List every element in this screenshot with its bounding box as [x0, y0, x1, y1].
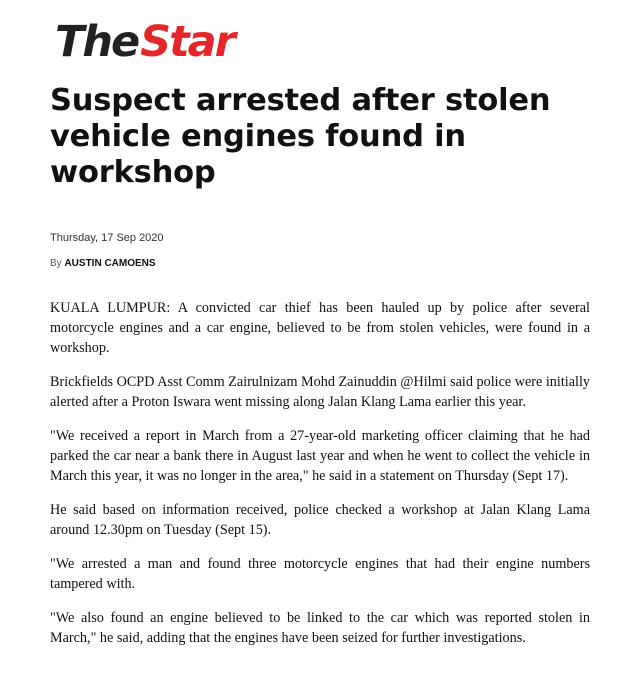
article-paragraph: Brickfields OCPD Asst Comm Zairulnizam Mohd Zainuddin @Hilmi said police were initially alerted after a Proton Iswara went missing along Jalan Klang Lama earlier this year. [50, 374, 590, 410]
article-body [50, 298, 590, 662]
publish-date: Thursday, 17 Sep 2020 [50, 232, 164, 244]
logo-star-text: Star [140, 17, 234, 67]
the-star-logo [55, 14, 234, 70]
article-headline: Suspect arrested after stolen vehicle engines found in workshop [50, 83, 551, 190]
article-paragraph: He said based on information received, police checked a workshop at Jalan Klang Lama around 12.30pm on Tuesday (Sept 15). [50, 502, 590, 538]
byline [50, 257, 156, 271]
article-paragraph: "We received a report in March from a 27-year-old marketing officer claiming that he had parked the car near a bank there in August last year and when he went to collect the vehicle in March this year, it was no longer in the area," he said in a statement on Thursday (Sept 17). [50, 428, 590, 484]
author-name: AUSTIN CAMOENS [64, 258, 156, 269]
byline-prefix: By [50, 258, 62, 269]
article-paragraph: "We also found an engine believed to be linked to the car which was reported stolen in March," he said, adding that the engines have been seized for further investigations. [50, 610, 590, 646]
logo-the-text: The [55, 17, 139, 67]
article-paragraph: "We arrested a man and found three motorcycle engines that had their engine numbers tampered with. [50, 556, 590, 592]
article-paragraph: KUALA LUMPUR: A convicted car thief has been hauled up by police after several motorcycle engines and a car engine, believed to be from stolen vehicles, were found in a workshop. [50, 300, 590, 356]
